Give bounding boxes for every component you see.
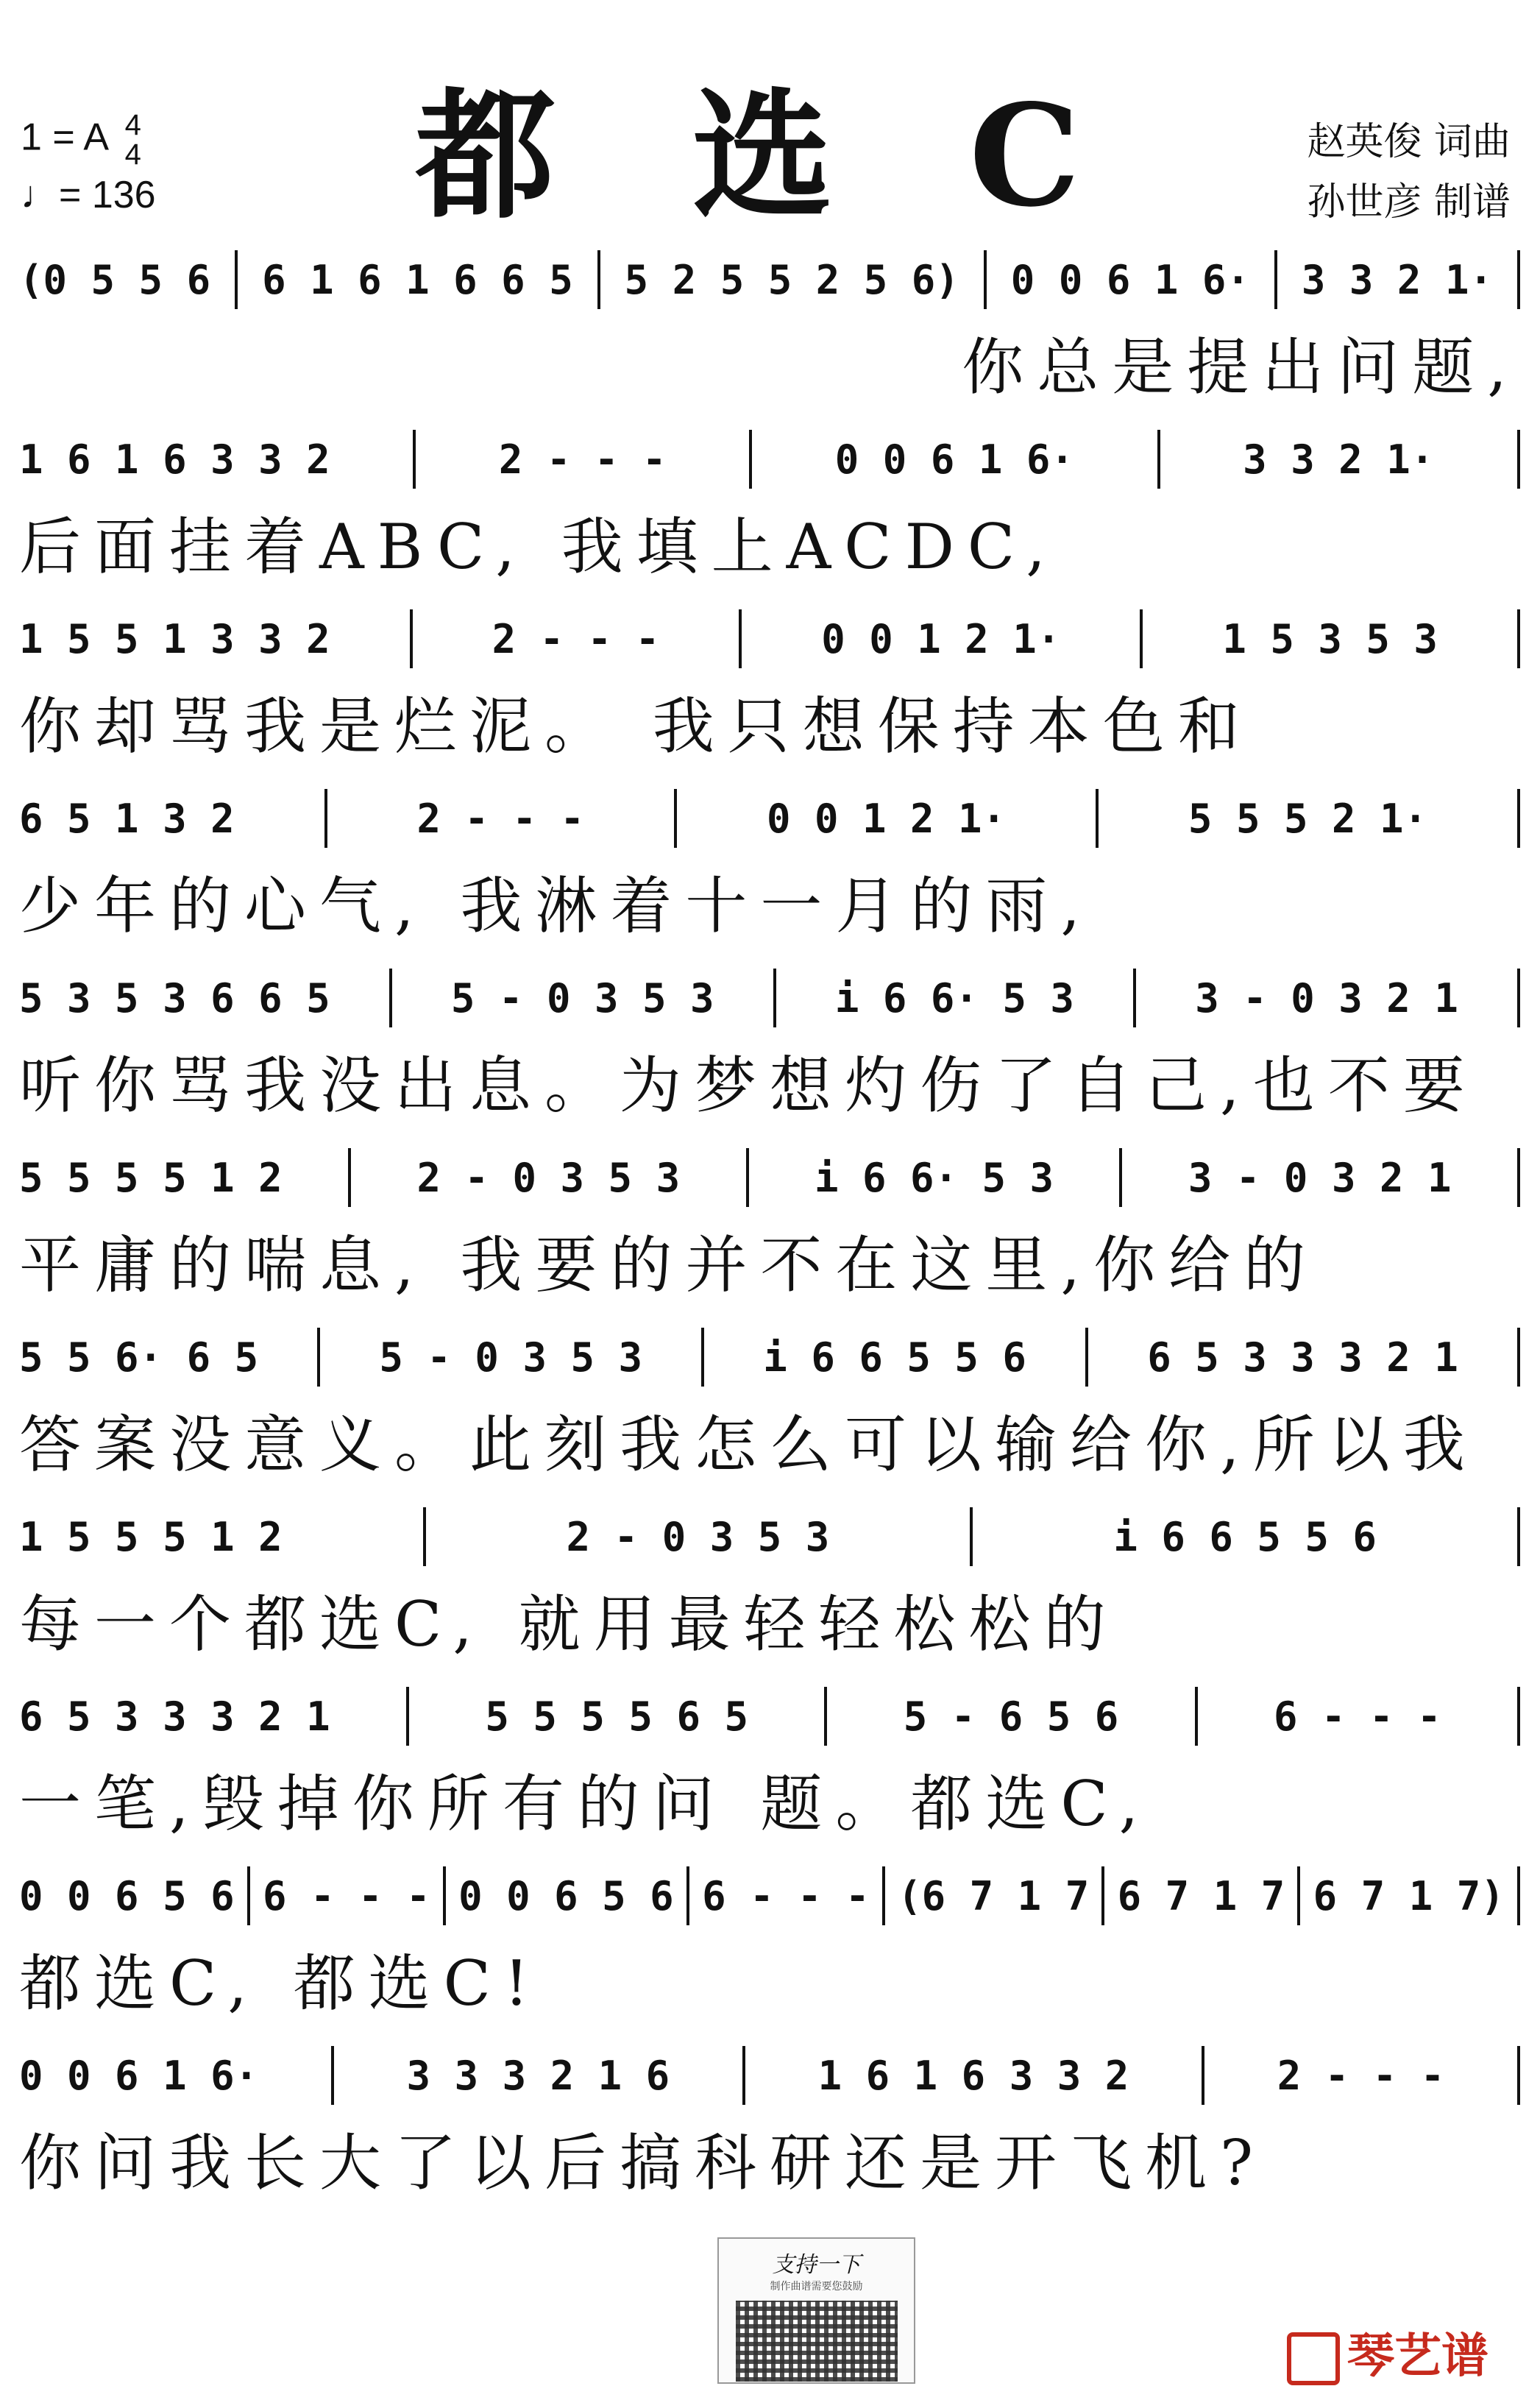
measure: 1 5 3 5 3 [1222, 615, 1438, 662]
measure: 0 0 6 1 6· [19, 2052, 259, 2099]
bar-line [1140, 609, 1143, 668]
bar-line [423, 1507, 426, 1566]
measure: 5 5 5 5 6 5 [485, 1693, 748, 1740]
notation-row [19, 1328, 1520, 1387]
bar-line [348, 1148, 351, 1207]
measure: 5 5 5 2 1· [1188, 795, 1428, 842]
measure: i 6 6· 5 3 [834, 974, 1074, 1022]
bar-line [1517, 609, 1520, 668]
measure: i 6 6 5 5 6 [1113, 1513, 1377, 1560]
lyric-line: 少年的心气, 我淋着十一月的雨, [19, 870, 1094, 942]
lyric-line: 都选C, 都选C! [19, 1947, 542, 2019]
support-box [717, 2237, 915, 2384]
measure: 0 0 6 5 6 [19, 1872, 235, 1919]
bar-line [406, 1687, 409, 1746]
lyric-line: 你总是提出问题, [962, 331, 1520, 403]
bar-line [1297, 1866, 1300, 1925]
measure: 5 3 5 3 6 6 5 [19, 974, 330, 1022]
measure: 1 5 5 1 3 3 2 [19, 615, 330, 662]
lyric-line: 每一个都选C, 就用最轻轻松松的 [19, 1588, 1119, 1660]
song-title: 都 选 C [415, 74, 1125, 238]
bar-line [1274, 250, 1277, 309]
support-title: 支持一下 [772, 2252, 861, 2278]
lyric-line: 答案没意义。此刻我怎么可以输给你,所以我 [19, 1409, 1478, 1481]
bar-line [749, 430, 752, 489]
measure: 3 - 0 3 2 1 [1195, 974, 1458, 1022]
lyric-line: 一笔,毁掉你所有的问 题。都选C, [19, 1768, 1152, 1840]
notation-row [19, 430, 1520, 489]
bar-line [984, 250, 987, 309]
credits-composer: 赵英俊 词曲 [1307, 120, 1511, 164]
bar-line [324, 789, 327, 848]
measure: 5 2 5 5 2 5 6) [624, 256, 959, 303]
measure: 5 5 6· 6 5 [19, 1334, 259, 1381]
measure: 2 - 0 3 5 3 [566, 1513, 830, 1560]
measure: (6 7 1 7 [898, 1872, 1090, 1919]
support-subtitle: 制作曲谱需要您鼓励 [770, 2280, 863, 2292]
measure: 5 - 0 3 5 3 [450, 974, 714, 1022]
measure: 6 5 3 3 3 2 1 [19, 1693, 330, 1740]
lyric-line: 后面挂着ABC, 我填上ACDC, [19, 511, 1059, 583]
measure: 0 0 6 1 6· [1010, 256, 1250, 303]
key-signature [21, 110, 141, 169]
bar-line [1517, 1507, 1520, 1566]
bar-line [247, 1866, 250, 1925]
measure: 2 - - - [1277, 2052, 1445, 2099]
bar-line [746, 1148, 749, 1207]
notation-row [19, 1687, 1520, 1746]
measure: (0 5 5 6 [19, 256, 211, 303]
measure: i 6 6· 5 3 [814, 1154, 1054, 1201]
measure: 6 7 1 7 [1117, 1872, 1285, 1919]
time-top: 4 [124, 109, 141, 141]
measure: 2 - - - [492, 615, 660, 662]
bar-line [970, 1507, 973, 1566]
measure: 6 5 3 3 3 2 1 [1147, 1334, 1458, 1381]
measure: 0 0 1 2 1· [821, 615, 1061, 662]
bar-line [701, 1328, 704, 1387]
bar-line [389, 969, 392, 1027]
measure: 1 6 1 6 3 3 2 [817, 2052, 1129, 2099]
measure: 6 5 1 3 2 [19, 795, 235, 842]
bar-line [1517, 430, 1520, 489]
bar-line [686, 1866, 689, 1925]
measure: 0 0 1 2 1· [766, 795, 1007, 842]
bar-line [742, 2046, 745, 2105]
notation-row [19, 1507, 1520, 1566]
time-signature [125, 110, 141, 169]
credits-arranger: 孙世彦 制谱 [1307, 180, 1511, 224]
measure: 6 1 6 1 6 6 5 [262, 256, 573, 303]
tempo: ♩= 136 [21, 174, 156, 216]
lyric-line: 平庸的喘息, 我要的并不在这里,你给的 [19, 1229, 1319, 1301]
bar-line [1101, 1866, 1104, 1925]
measure: 5 5 5 5 1 2 [19, 1154, 283, 1201]
notation-row [19, 1866, 1520, 1925]
bar-line [882, 1866, 885, 1925]
measure: i 6 6 5 5 6 [763, 1334, 1026, 1381]
bar-line [1517, 250, 1520, 309]
measure: 0 0 6 5 6 [458, 1872, 674, 1919]
bar-line [739, 609, 742, 668]
measure: 3 - 0 3 2 1 [1188, 1154, 1452, 1201]
measure: 6 - - - [1274, 1693, 1441, 1740]
measure: 6 7 1 7) [1313, 1872, 1505, 1919]
measure: 2 - - - [498, 436, 667, 483]
bar-line [1517, 969, 1520, 1027]
brand-logo [1287, 2318, 1488, 2386]
bar-line [773, 969, 776, 1027]
lyric-line: 你却骂我是烂泥。 我只想保持本色和 [19, 690, 1253, 762]
measure: 5 - 6 5 6 [903, 1693, 1119, 1740]
time-bottom: 4 [124, 138, 141, 171]
bar-line [1195, 1687, 1198, 1746]
measure: 5 - 0 3 5 3 [379, 1334, 643, 1381]
measure: 3 3 2 1· [1301, 256, 1493, 303]
measure: 0 0 6 1 6· [834, 436, 1074, 483]
bar-line [413, 430, 416, 489]
qr-code-icon [736, 2301, 898, 2382]
bar-line [410, 609, 413, 668]
bar-line [1119, 1148, 1122, 1207]
key-label: 1 = A [21, 116, 107, 159]
lyric-line: 听你骂我没出息。为梦想灼伤了自己,也不要 [19, 1049, 1478, 1122]
measure: 2 - 0 3 5 3 [416, 1154, 681, 1201]
bar-line [674, 789, 677, 848]
bar-line [235, 250, 238, 309]
measure: 6 - - - [263, 1872, 430, 1919]
notation-row [19, 969, 1520, 1027]
bar-line [331, 2046, 334, 2105]
bar-line [824, 1687, 827, 1746]
bar-line [1202, 2046, 1204, 2105]
notation-row [19, 250, 1520, 309]
bar-line [1517, 1866, 1520, 1925]
notation-row [19, 609, 1520, 668]
lyric-line: 你问我长大了以后搞科研还是开飞机? [19, 2127, 1267, 2199]
bar-line [1517, 2046, 1520, 2105]
measure: 2 - - - [416, 795, 585, 842]
bar-line [443, 1866, 446, 1925]
measure: 6 - - - [702, 1872, 870, 1919]
measure: 1 5 5 5 1 2 [19, 1513, 283, 1560]
bar-line [597, 250, 600, 309]
measure: 1 6 1 6 3 3 2 [19, 436, 330, 483]
bar-line [317, 1328, 320, 1387]
notation-row [19, 789, 1520, 848]
bar-line [1517, 1328, 1520, 1387]
measure: 3 3 3 2 1 6 [406, 2052, 670, 2099]
bar-line [1517, 1148, 1520, 1207]
bar-line [1085, 1328, 1088, 1387]
bar-line [1096, 789, 1099, 848]
notation-row [19, 1148, 1520, 1207]
bar-line [1517, 789, 1520, 848]
brand-name: 琴艺谱 [1347, 2329, 1488, 2384]
bar-line [1517, 1687, 1520, 1746]
piano-logo-icon [1287, 2332, 1340, 2385]
bar-line [1157, 430, 1160, 489]
bar-line [1133, 969, 1136, 1027]
notation-row [19, 2046, 1520, 2105]
measure: 3 3 2 1· [1243, 436, 1435, 483]
